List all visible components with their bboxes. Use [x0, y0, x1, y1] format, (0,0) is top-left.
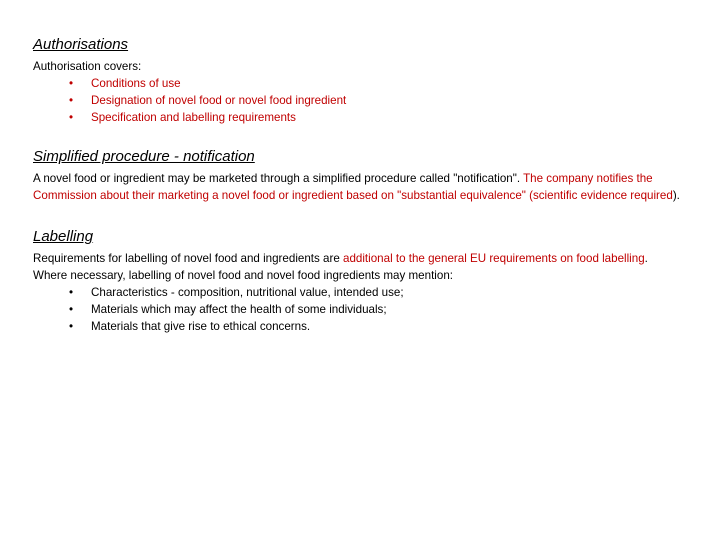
list-item: [33, 92, 713, 109]
bullet-icon: •: [69, 320, 74, 333]
labelling-heading: Labelling: [33, 228, 94, 245]
paragraph-end: ).: [672, 189, 680, 202]
bullet-text: Specification and labelling requirements: [91, 111, 296, 124]
labelling-requirements-paragraph: [33, 250, 713, 267]
authorisations-intro: Authorisation covers:: [33, 60, 142, 73]
bullet-icon: •: [69, 77, 74, 90]
bullet-text: Designation of novel food or novel food ingredient: [91, 94, 347, 107]
authorisations-heading: Authorisations: [33, 36, 129, 53]
bullet-icon: •: [69, 303, 74, 316]
list-item: [33, 75, 713, 92]
simplified-procedure-section: [33, 148, 713, 204]
paragraph-text: A novel food or ingredient may be marketed through a simplified procedure called "notification".: [33, 172, 524, 185]
paragraph-highlight: The company notifies the Commission about their marketing a novel food or ingredient based on "substantial equivalence" (scientific evidence required: [33, 172, 673, 202]
list-item: [33, 301, 713, 318]
bullet-icon: •: [69, 94, 74, 107]
list-item: [33, 284, 713, 301]
labelling-section: [33, 228, 713, 335]
bullet-text: Materials which may affect the health of some individuals;: [91, 303, 387, 316]
bullet-icon: •: [69, 111, 74, 124]
paragraph-highlight: additional to the general EU requirements on food labelling: [343, 252, 645, 265]
bullet-text: Conditions of use: [91, 77, 181, 90]
paragraph-text: Requirements for labelling of novel food and ingredients are: [33, 252, 344, 265]
list-item: [33, 109, 713, 126]
authorisations-bullet-list: [33, 75, 713, 126]
list-item: [33, 318, 713, 335]
bullet-text: Materials that give rise to ethical concerns.: [91, 320, 311, 333]
paragraph-end: .: [644, 252, 648, 265]
simplified-procedure-paragraph: [33, 170, 713, 204]
bullet-icon: •: [69, 286, 74, 299]
authorisations-section: [33, 36, 713, 126]
simplified-procedure-heading: Simplified procedure - notification: [33, 148, 255, 165]
labelling-where-paragraph: Where necessary, labelling of novel food and novel food ingredients may mention:: [33, 269, 453, 282]
bullet-text: Characteristics - composition, nutritional value, intended use;: [91, 286, 404, 299]
labelling-bullet-list: [33, 284, 713, 335]
slide-content: [33, 36, 713, 335]
